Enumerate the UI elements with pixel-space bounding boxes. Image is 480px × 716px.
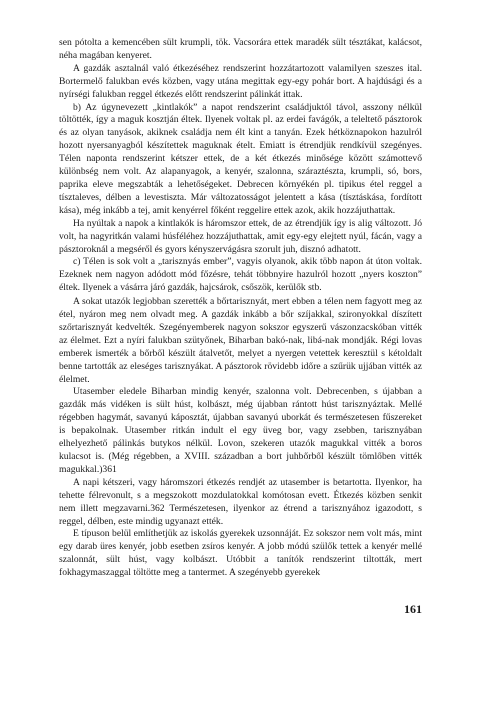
paragraph-4: Ha nyúltak a napok a kintlakók is háromszor ettek, de az étrendjük így is alig változott. Jó volt, ha nagyritkán valami húsféléhez hozzájuthattak, amit egy-egy elejtett nyúl, fácán, vagy a pásztoroknál a megséről és gyors kényszervágásra szorult juh, disznó adhatott. <box>59 217 422 255</box>
paragraph-5: c) Télen is sok volt a „tarisznyás ember”, vagyis olyanok, akik több napon át úton voltak. Ezeknek nem nagyon adódott mód főzésre, tehát többnyire hazulról hozott „nyers koszton” éltek. Ilyenek a vásárra járó gazdák, hajcsárok, csőszök, kerülők stb. <box>59 256 422 294</box>
paragraph-1: sen pótolta a kemencében sült krumpli, tök. Vacsorára ettek maradék sült tésztákat, kalácsot, néha magában kenyeret. <box>59 37 422 61</box>
paragraph-6: A sokat utazók legjobban szerették a bőrtarisznyát, mert ebben a télen nem fagyott meg az étel, nyáron meg nem olvadt meg. A gazdák inkább a bőr szíjakkal, szironyokkal díszített szőrtarisznyát kedvelték. Szegényemberek nagyon sokszor egyszerű vászonzacskóban vitték az élelmet. Ezt a nyíri falukban szütyőnek, Biharban bakó-nak, libá-nak mondják. Régi lovas emberek ismerték a bőrből készült átalvetőt, melyet a nyergen vetettek keresztül s kétoldalt benne tartották az eleséges tarisznyákat. A pásztorok rövidebb időre a szűrük ujjában vitték az élelmet. <box>59 296 422 385</box>
paragraph-9: E típuson belül említhetjük az iskolás gyerekek uzsonnáját. Ez sokszor nem volt más, mint egy darab üres kenyér, jobb esetben zsíros kenyér. A jobb módú szülők tettek a kenyér mellé szalonnát, sült húst, vagy kolbászt. Utóbbit a tanítók rendszerint tiltották, mert fokhagymaszaggal töltötte meg a tantermet. A szegényebb gyerekek <box>59 528 422 579</box>
page-number: 161 <box>404 602 422 616</box>
paragraph-2: A gazdák asztalnál való étkezéséhez rendszerint hozzátartozott valamilyen szeszes ital. Bortermelő falukban evés közben, vagy utána megittak egy-egy pohár bort. A hajdúsági és a nyírségi falukban reggel étkezés előtt rendszerint pálinkát ittak. <box>59 62 422 100</box>
paragraph-8: A napi kétszeri, vagy háromszori étkezés rendjét az utasember is betartotta. Ilyenkor, ha tehette félrevonult, s a megszokott mozdulatokkal komótosan evett. Étkezés közben senkit nem illett megzavarni.362 Természetesen, ilyenkor az étrend a tarisznyához igazodott, s reggel, délben, este mindig ugyanazt ették. <box>59 476 422 527</box>
paragraph-3: b) Az úgynevezett „kintlakók” a napot rendszerint családjuktól távol, asszony nélkül töltötték, így a maguk kosztján éltek. Ilyenek voltak pl. az erdei favágók, a teleltető pásztorok és az olyan tanyások, akiknek családja nem élt kint a tanyán. Ezek hétköznapokon hazulról hozott nyersanyagból készítettek maguknak ételt. Emiatt is étrendjük rendkívül szegényes. Télen naponta rendszerint kétszer ettek, de a két étkezés minősége között számottevő különbség nem volt. Az alapanyagok, a kenyér, szalonna, száraztészta, krumpli, só, bors, paprika eleve megszabták a lehetőségeket. Debrecen környékén pl. tipikus étel reggel a tísztaleves, délben a levestiszta. Már változatosságot jelentett a kása (tísztáskása, fordított kása), még inkább a tej, amit kenyérrel főként reggelire ettek azok, akik hozzájuthattak. <box>59 101 422 216</box>
paragraph-7: Utasember eledele Biharban mindig kenyér, szalonna volt. Debrecenben, s újabban a gazdák más vidéken is sült húst, kolbászt, még újabban rántott húst tarisznyáztak. Mellé régebben hagymát, savanyú káposztát, újabban savanyú uborkát és természetesen fűszereket is bepakolnak. Utasember ritkán indult el egy üveg bor, vagy zsebben, tarisznyában elhelyezhető pálinkás butykos nélkül. Lovon, szekeren utazók magukkal vitték a boros kulacsot is. (Még régebben, a XVIII. században a bort juhbőrből készült tömlőben vitték magukkal.)361 <box>59 386 422 475</box>
